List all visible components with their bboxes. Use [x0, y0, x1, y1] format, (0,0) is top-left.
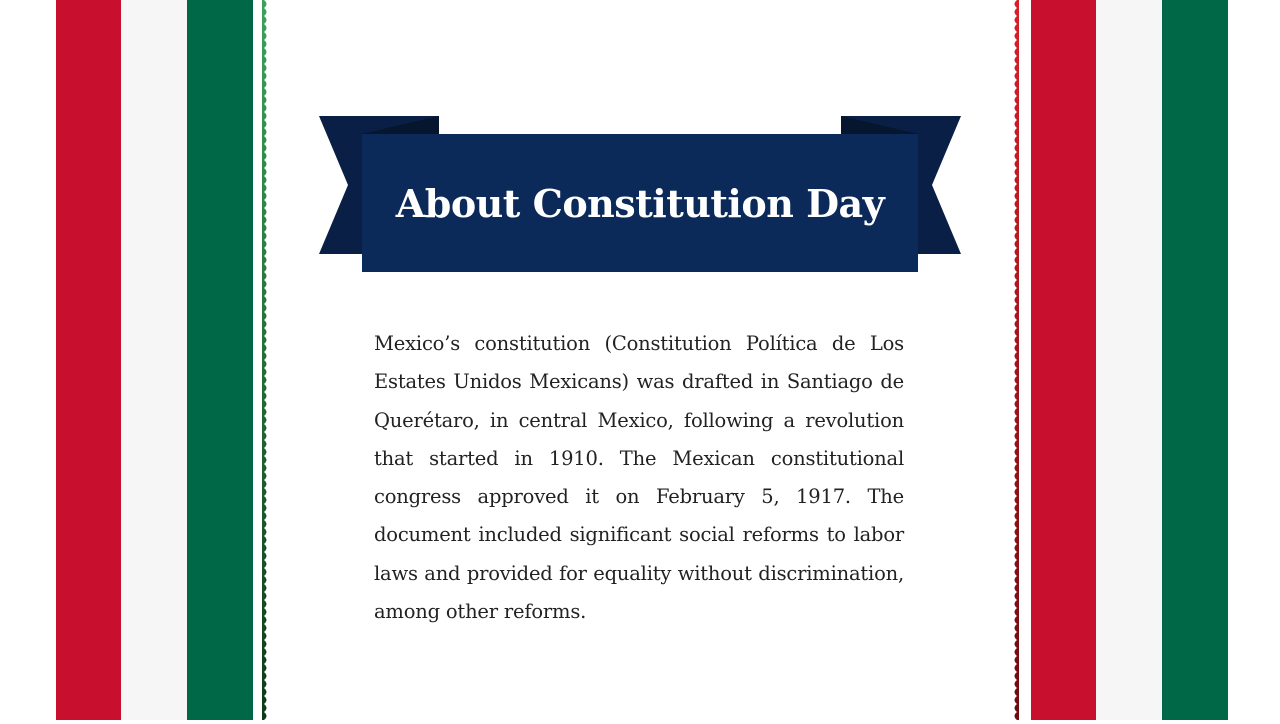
card-right-scalloped-border [1011, 0, 1019, 720]
left-flag-white-stripe [121, 0, 187, 720]
left-flag-red-stripe [56, 0, 121, 720]
right-flag-green-stripe [1162, 0, 1228, 720]
card-left-scalloped-border [262, 0, 270, 720]
title-ribbon-banner [319, 116, 961, 272]
right-flag-white-stripe [1096, 0, 1162, 720]
left-flag-green-stripe [187, 0, 253, 720]
slide-title: About Constitution Day [395, 180, 885, 226]
right-flag-red-stripe [1031, 0, 1096, 720]
slide-body-text: Mexico’s constitution (Constitution Política de Los Estates Unidos Mexicans) was drafted in Santiago de Querétaro, in central Mexico, following a revolution that started in 1910. The Mexican constitutional congress approved it on February 5, 1917. The document included significant social reforms to labor laws and provided for equality without discrimination, among other reforms. [374, 332, 904, 624]
